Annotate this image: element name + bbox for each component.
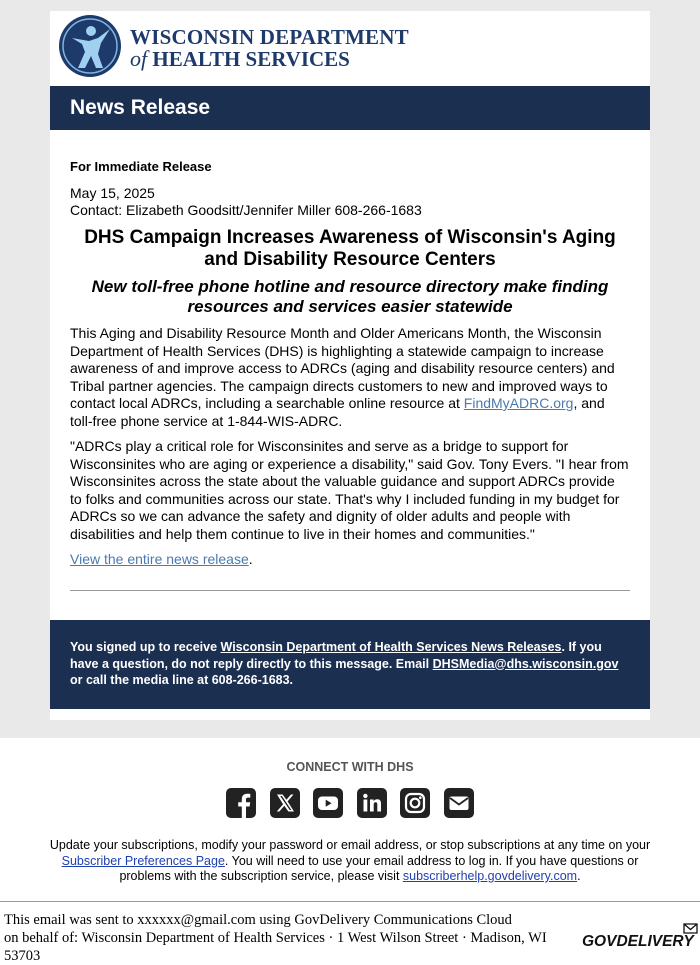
facebook-icon[interactable] <box>226 788 256 818</box>
footer-divider <box>0 901 700 902</box>
subscriber-help-link[interactable]: subscriberhelp.govdelivery.com <box>402 869 578 883</box>
release-date: May 15, 2025 <box>70 185 155 201</box>
sent-notice <box>4 911 579 965</box>
view-release-line: View the entire news release. <box>70 551 253 567</box>
paragraph-1: This Aging and Disability Resource Month and Older Americans Month, the Wisconsin Department of Health Services (DHS) is highlighting a statewide campaign to increase awareness of and improve access to ADRCs (aging and disability resource centers) and Tribal partner agencies. The campaign directs customers to new and improved ways to contact local ADRCs, including a searchable online resource at FindMyADRC.org, and toll-free phone service at 1-844-WIS-ADRC. <box>70 325 615 429</box>
dhs-figure-icon <box>58 14 122 78</box>
govdelivery-wordmark: GOVDELIVERY <box>582 933 694 950</box>
email-card <box>50 11 650 720</box>
news-releases-link[interactable]: Wisconsin Department of Health Services News Releases <box>220 640 562 654</box>
headline: DHS Campaign Increases Awareness of Wisconsin's Aging and Disability Resource Centers <box>84 227 616 270</box>
subscription-preferences-text: Update your subscriptions, modify your password or email address, or stop subscriptions at any time on your Subscriber Preferences Page. You will need to use your email address to log in. If you have questions or problems with the subscription service, please visit subscriberhelp.govdelivery.com. <box>49 838 651 883</box>
logo-wordmark <box>130 26 409 70</box>
x-icon[interactable] <box>270 788 300 818</box>
subscription-notice: You signed up to receive Wisconsin Department of Health Services News Releases. If you have a question, do not reply directly to this message. Email DHSMedia@dhs.wisconsin.gov or call the media line at 608-266-1683. <box>50 620 650 709</box>
release-body <box>70 158 630 577</box>
dhs-media-email-link[interactable]: DHSMedia@dhs.wisconsin.gov <box>432 656 619 671</box>
social-links <box>226 788 487 820</box>
govdelivery-logo[interactable] <box>582 922 698 952</box>
view-entire-release-link[interactable]: View the entire news release <box>70 551 249 567</box>
subscriber-preferences-link[interactable]: Subscriber Preferences Page <box>61 853 225 868</box>
for-immediate-release: For Immediate Release <box>70 159 212 174</box>
logo-line-2: of HEALTH SERVICES <box>130 46 350 71</box>
findmyadrc-link[interactable]: FindMyADRC.org <box>463 395 574 411</box>
youtube-icon[interactable] <box>313 788 343 818</box>
govdelivery-envelope-icon <box>684 924 697 933</box>
instagram-icon[interactable] <box>400 788 430 818</box>
banner-title: News Release <box>70 96 211 119</box>
paragraph-2: "ADRCs play a critical role for Wisconsinites and serve as a bridge to support for Wisconsinites who are aging or experience a disability," said Gov. Tony Evers. "I hear from Wisconsinites across the state about the valuable guidance and support ADRCs provide to folks and communities across our state. That's why I included funding in my budget for ADRCs so we can advance the safety and dignity of older adults and people with disabilities and help them continue to live in their homes and communities." <box>70 438 629 542</box>
news-release-banner <box>50 86 650 130</box>
sent-line-1: This email was sent to xxxxxx@gmail.com using GovDelivery Communications Cloud <box>4 912 512 928</box>
logo-line-1: WISCONSIN DEPARTMENT <box>130 25 409 49</box>
release-meta <box>70 185 630 219</box>
linkedin-icon[interactable] <box>357 788 387 818</box>
subheadline: New toll-free phone hotline and resource directory make finding resources and services easier statewide <box>91 277 609 316</box>
divider <box>70 590 630 591</box>
email-icon[interactable] <box>444 788 474 818</box>
release-contact: Contact: Elizabeth Goodsitt/Jennifer Miller 608-266-1683 <box>70 202 422 218</box>
sent-line-2: on behalf of: Wisconsin Department of Health Services · 1 West Wilson Street · Madison, WI 53703 <box>4 930 547 964</box>
connect-title: CONNECT WITH DHS <box>286 760 414 774</box>
dhs-logo[interactable] <box>50 11 650 86</box>
